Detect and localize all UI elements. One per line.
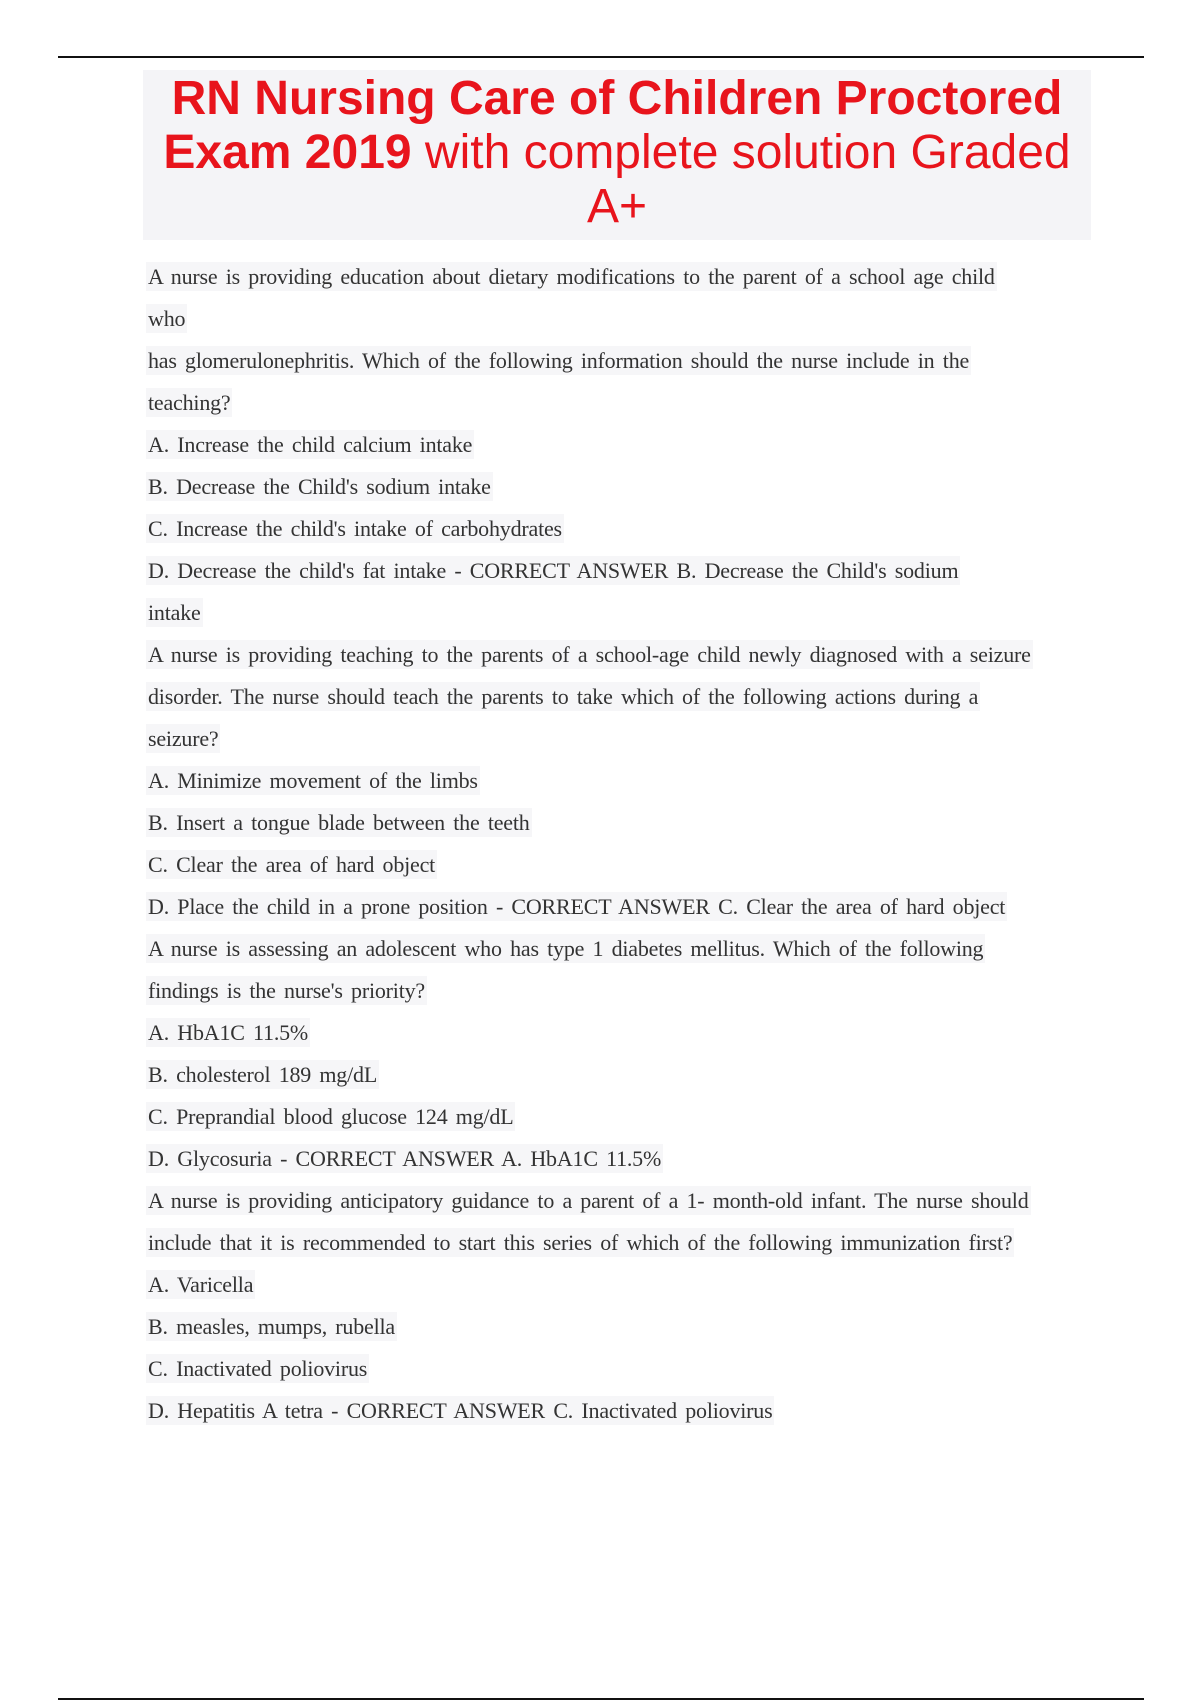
title-line-3: A+ [586, 180, 648, 233]
answer-option: D. Glycosuria - CORRECT ANSWER A. HbA1C 11.5% [148, 1146, 662, 1171]
text-line: A nurse is providing education about dietary modifications to the parent of a school age child [148, 264, 995, 289]
answer-option: D. Decrease the child's fat intake - CORRECT ANSWER B. Decrease the Child's sodium [148, 558, 959, 583]
answer-option: A. Minimize movement of the limbs [148, 768, 478, 793]
question-line: include that it is recommended to start this series of which of the following immunization first? [148, 1230, 1013, 1255]
answer-option: C. Increase the child's intake of carbohydrates [148, 516, 562, 541]
answer-option: B. Decrease the Child's sodium intake [148, 474, 491, 499]
title-line-1 [143, 72, 1091, 180]
answer-option: D. Place the child in a prone position - CORRECT ANSWER C. Clear the area of hard object [148, 894, 1006, 919]
text-line: teaching? [148, 390, 231, 415]
answer-option: D. Hepatitis A tetra - CORRECT ANSWER C. Inactivated poliovirus [148, 1398, 773, 1423]
answer-option: B. measles, mumps, rubella [148, 1314, 395, 1339]
title-normal-part: with complete solution Graded [424, 126, 1071, 179]
answer-option: A. Increase the child calcium intake [148, 432, 473, 457]
title-bold-part: RN Nursing Care of Children Proctored Exam 2019 [163, 72, 1063, 179]
text-line: has glomerulonephritis. Which of the following information should the nurse include in the [148, 348, 970, 373]
text-line: intake [148, 600, 201, 625]
top-rule [58, 56, 1144, 58]
answer-option: C. Clear the area of hard object [148, 852, 436, 877]
answer-option: B. Insert a tongue blade between the teeth [148, 810, 530, 835]
question-line: disorder. The nurse should teach the parents to take which of the following actions during a [148, 684, 979, 709]
answer-option: B. cholesterol 189 mg/dL [148, 1062, 378, 1087]
answer-option: A. HbA1C 11.5% [148, 1020, 309, 1045]
answer-option: A. Varicella [148, 1272, 254, 1297]
document-title [143, 70, 1091, 240]
answer-option: C. Preprandial blood glucose 124 mg/dL [148, 1104, 514, 1129]
answer-option: C. Inactivated poliovirus [148, 1356, 368, 1381]
question-line: findings is the nurse's priority? [148, 978, 425, 1003]
text-line: who [148, 306, 186, 331]
question-line: A nurse is assessing an adolescent who has type 1 diabetes mellitus. Which of the following [148, 936, 984, 961]
question-line: A nurse is providing teaching to the parents of a school-age child newly diagnosed with a seizure [148, 642, 1031, 667]
question-line: seizure? [148, 726, 219, 751]
document-body [146, 256, 1146, 1432]
question-line: A nurse is providing anticipatory guidance to a parent of a 1- month-old infant. The nurse should [148, 1188, 1029, 1213]
